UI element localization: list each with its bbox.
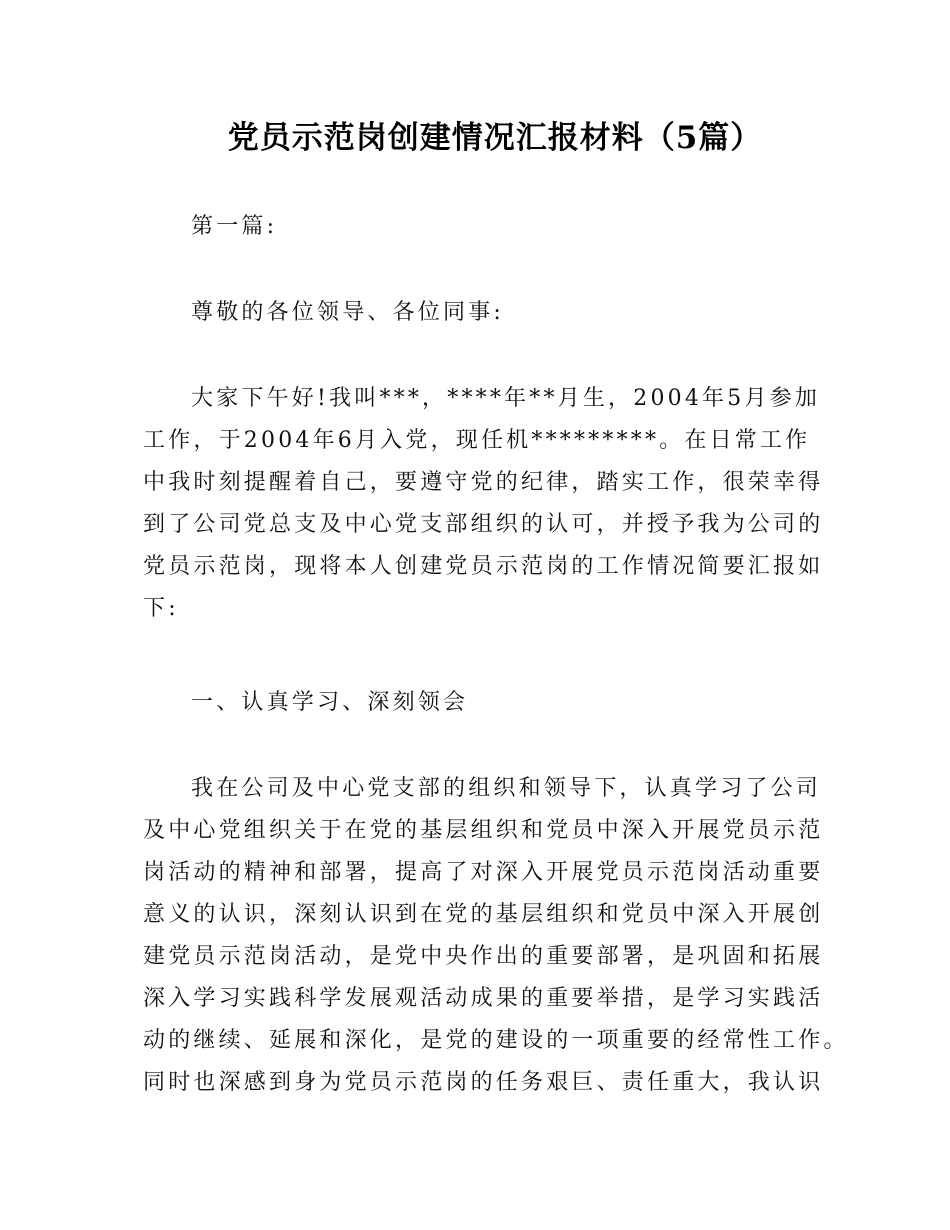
intro-line: 大家下午好!我叫***，****年**月生，2004年5月参加 (191, 386, 821, 411)
body-line: 及中心党组织关于在党的基层组织和党员中深入开展党员示范 (143, 818, 824, 843)
body-line: 建党员示范岗活动，是党中央作出的重要部署，是巩固和拓展 (143, 944, 824, 969)
body-line: 动的继续、延展和深化，是党的建设的一项重要的经常性工作。 (143, 1028, 849, 1053)
section-label: 第一篇: (191, 214, 278, 239)
heading-1-paragraph (143, 682, 823, 724)
body-line: 同时也深感到身为党员示范岗的任务艰巨、责任重大，我认识 (143, 1070, 824, 1095)
body-line: 意义的认识，深刻认识到在党的基层组织和党员中深入开展创 (143, 902, 824, 927)
body-paragraph (143, 768, 849, 1104)
body-line: 我在公司及中心党支部的组织和领导下，认真学习了公司 (191, 776, 822, 801)
intro-line: 下: (143, 596, 179, 621)
intro-line: 到了公司党总支及中心党支部组织的认可，并授予我为公司的 (143, 512, 824, 537)
body-line: 岗活动的精神和部署，提高了对深入开展党员示范岗活动重要 (143, 860, 824, 885)
salutation: 尊敬的各位领导、各位同事: (191, 300, 505, 325)
document-title: 党员示范岗创建情况汇报材料（5篇） (227, 120, 763, 156)
intro-paragraph (143, 378, 823, 630)
intro-line: 工作，于2004年6月入党，现任机*********。在日常工作 (143, 428, 811, 453)
body-line: 深入学习实践科学发展观活动成果的重要举措，是学习实践活 (143, 986, 824, 1011)
section-label-paragraph (143, 206, 823, 248)
section-heading-1: 一、认真学习、深刻领会 (191, 690, 469, 715)
intro-line: 中我时刻提醒着自己，要遵守党的纪律，踏实工作，很荣幸得 (143, 470, 824, 495)
salutation-paragraph (143, 292, 823, 334)
intro-line: 党员示范岗，现将本人创建党员示范岗的工作情况简要汇报如 (143, 554, 824, 579)
